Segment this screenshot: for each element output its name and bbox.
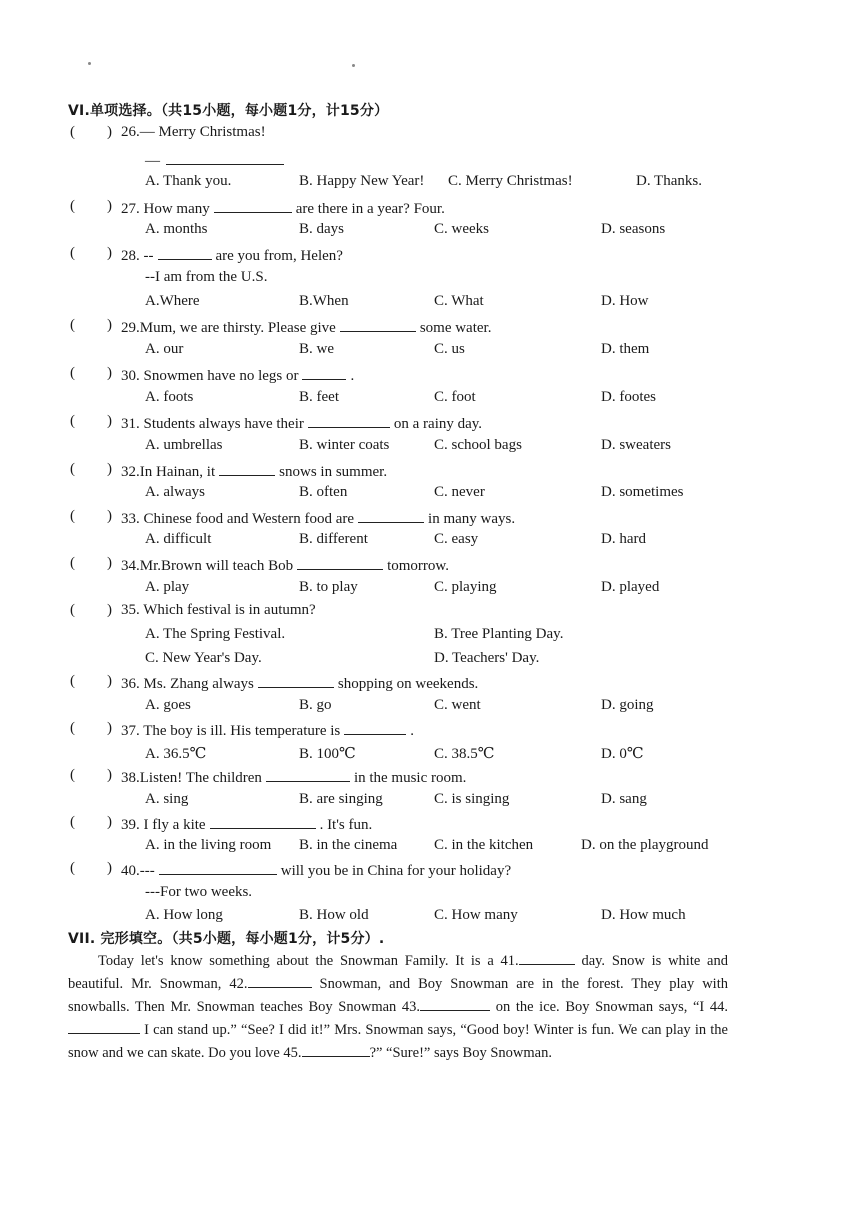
option-d[interactable]: D. Thanks. bbox=[636, 173, 702, 189]
option-a[interactable]: A. in the living room bbox=[145, 837, 272, 853]
question-text: some water. bbox=[419, 320, 492, 336]
question-text: 32.In Hainan, it bbox=[121, 464, 216, 480]
question-text: 40.--- bbox=[121, 863, 155, 879]
question-text: 33. Chinese food and Western food are bbox=[121, 511, 355, 527]
reply-text bbox=[145, 884, 252, 901]
answer-box-33[interactable] bbox=[78, 508, 104, 526]
option-c[interactable]: C. playing bbox=[434, 579, 497, 595]
option-b[interactable]: B. different bbox=[299, 531, 368, 547]
option-b[interactable]: B. to play bbox=[299, 579, 358, 595]
option-b[interactable]: B. often bbox=[299, 484, 348, 500]
question-stem bbox=[121, 860, 511, 880]
option-b[interactable]: B. are singing bbox=[299, 791, 383, 807]
question-text: 34.Mr.Brown will teach Bob bbox=[121, 558, 294, 574]
answer-paren-open: ( bbox=[70, 555, 75, 571]
question-stem bbox=[121, 673, 478, 693]
answer-blank[interactable] bbox=[358, 508, 424, 523]
question-text: in the music room. bbox=[353, 770, 467, 786]
question-text: snows in summer. bbox=[279, 464, 388, 480]
question-text: 28. -- bbox=[121, 248, 154, 264]
answer-blank[interactable] bbox=[302, 365, 346, 380]
answer-blank[interactable] bbox=[266, 767, 350, 782]
answer-box-32[interactable] bbox=[78, 461, 104, 479]
question-stem bbox=[121, 508, 515, 528]
option-d[interactable]: D. 0℃ bbox=[601, 746, 644, 762]
option-d[interactable]: D. hard bbox=[601, 531, 646, 547]
answer-paren-close: ) bbox=[107, 461, 112, 477]
question-text: 36. Ms. Zhang always bbox=[121, 676, 254, 692]
answer-blank[interactable] bbox=[159, 860, 277, 875]
question-text: in many ways. bbox=[428, 511, 516, 527]
option-b[interactable]: B. winter coats bbox=[299, 437, 390, 453]
option-a[interactable]: A. sing bbox=[145, 791, 189, 807]
option-d[interactable]: D. played bbox=[601, 579, 660, 595]
answer-paren-open: ( bbox=[70, 124, 75, 140]
question-stem bbox=[121, 413, 482, 433]
question-stem bbox=[121, 602, 316, 619]
answer-paren-close: ) bbox=[107, 317, 112, 333]
option-a[interactable]: A. umbrellas bbox=[145, 437, 223, 453]
question-text: will you be in China for your holiday? bbox=[280, 863, 512, 879]
answer-box-40[interactable] bbox=[78, 860, 104, 878]
reply-text-content: ---For two weeks. bbox=[145, 884, 253, 900]
option-d[interactable]: D. Teachers' Day. bbox=[434, 650, 540, 666]
passage-text: day. Snow is white and beautiful. Mr. Snowman, 42. bbox=[68, 953, 728, 992]
question-stem bbox=[121, 124, 266, 141]
answer-paren-open: ( bbox=[70, 365, 75, 381]
question-text: . bbox=[350, 368, 355, 384]
answer-box-31[interactable] bbox=[78, 413, 104, 431]
answer-box-26[interactable] bbox=[78, 124, 104, 142]
option-b[interactable]: B. go bbox=[299, 697, 332, 713]
answer-paren-close: ) bbox=[107, 767, 112, 783]
answer-paren-open: ( bbox=[70, 198, 75, 214]
answer-blank[interactable] bbox=[297, 555, 383, 570]
question-text: . bbox=[410, 723, 415, 739]
option-a[interactable]: A. months bbox=[145, 221, 208, 237]
option-d[interactable]: D. seasons bbox=[601, 221, 666, 237]
question-text: shopping on weekends. bbox=[337, 676, 479, 692]
option-b[interactable]: B. we bbox=[299, 341, 334, 357]
option-d[interactable]: D. on the playground bbox=[581, 837, 709, 853]
answer-paren-open: ( bbox=[70, 860, 75, 876]
option-c[interactable]: C. 38.5℃ bbox=[434, 746, 495, 762]
cloze-paragraph bbox=[68, 950, 728, 1065]
answer-blank[interactable] bbox=[214, 198, 292, 213]
option-c[interactable]: C. us bbox=[434, 341, 465, 357]
passage-text: on the ice. Boy Snowman says, “I 44. bbox=[490, 999, 728, 1015]
option-a[interactable]: A. 36.5℃ bbox=[145, 746, 207, 762]
answer-paren-close: ) bbox=[107, 413, 112, 429]
answer-blank[interactable] bbox=[344, 720, 406, 735]
option-c[interactable]: C. easy bbox=[434, 531, 479, 547]
option-a[interactable]: A. How long bbox=[145, 907, 223, 923]
answer-box-38[interactable] bbox=[78, 767, 104, 785]
question-text: 39. I fly a kite bbox=[121, 817, 206, 833]
answer-paren-close: ) bbox=[107, 555, 112, 571]
option-c[interactable]: C. What bbox=[434, 293, 484, 309]
answer-box-29[interactable] bbox=[78, 317, 104, 335]
answer-paren-open: ( bbox=[70, 508, 75, 524]
question-text: 38.Listen! The children bbox=[121, 770, 262, 786]
option-c[interactable]: C. Merry Christmas! bbox=[448, 173, 573, 189]
question-text: 29.Mum, we are thirsty. Please give bbox=[121, 320, 336, 336]
answer-paren-close: ) bbox=[107, 602, 112, 618]
question-text: 30. Snowmen have no legs or bbox=[121, 368, 299, 384]
answer-paren-open: ( bbox=[70, 317, 75, 333]
reply-text-content: --I am from the U.S. bbox=[145, 269, 268, 285]
answer-blank[interactable] bbox=[258, 673, 334, 688]
answer-paren-close: ) bbox=[107, 673, 112, 689]
answer-blank[interactable] bbox=[158, 245, 212, 260]
question-stem bbox=[121, 198, 445, 218]
blank-42[interactable] bbox=[248, 973, 312, 988]
section-title-vi: VI.单项选择。（共15小题，每小题1分，计15分） bbox=[68, 103, 389, 119]
option-d[interactable]: D. How bbox=[601, 293, 649, 309]
answer-box-37[interactable] bbox=[78, 720, 104, 738]
answer-box-39[interactable] bbox=[78, 814, 104, 832]
question-stem bbox=[121, 814, 372, 834]
answer-paren-close: ) bbox=[107, 365, 112, 381]
option-c[interactable]: C. went bbox=[434, 697, 481, 713]
blank-45[interactable] bbox=[302, 1042, 370, 1057]
answer-paren-open: ( bbox=[70, 767, 75, 783]
question-text: 31. Students always have their bbox=[121, 416, 304, 432]
option-a[interactable]: A. Thank you. bbox=[145, 173, 232, 189]
answer-paren-close: ) bbox=[107, 814, 112, 830]
answer-box-34[interactable] bbox=[78, 555, 104, 573]
answer-paren-close: ) bbox=[107, 720, 112, 736]
blank-44[interactable] bbox=[68, 1019, 140, 1034]
answer-box-27[interactable] bbox=[78, 198, 104, 216]
blank-41[interactable] bbox=[519, 950, 575, 965]
question-stem bbox=[121, 555, 449, 575]
option-a[interactable]: A. always bbox=[145, 484, 205, 500]
question-text: are you from, Helen? bbox=[215, 248, 343, 264]
option-a[interactable]: A.Where bbox=[145, 293, 200, 309]
answer-paren-close: ) bbox=[107, 245, 112, 261]
option-d[interactable]: D. them bbox=[601, 341, 650, 357]
answer-paren-close: ) bbox=[107, 124, 112, 140]
answer-blank[interactable] bbox=[308, 413, 390, 428]
reply-text-content: — bbox=[145, 153, 160, 169]
option-c[interactable]: C. How many bbox=[434, 907, 518, 923]
option-d[interactable]: D. How much bbox=[601, 907, 686, 923]
section-title-vii: VII. 完形填空。（共5小题，每小题1分，计5分）. bbox=[68, 931, 385, 947]
answer-paren-open: ( bbox=[70, 602, 75, 618]
option-d[interactable]: D. sometimes bbox=[601, 484, 684, 500]
answer-paren-open: ( bbox=[70, 461, 75, 477]
passage-text: ?” “Sure!” says Boy Snowman. bbox=[369, 1045, 552, 1061]
question-text: 27. How many bbox=[121, 201, 210, 217]
passage-text: Snowman, and Boy Snowman are in the forest. They play with snowballs. Then Mr. Snowman teaches Boy Snowman 43. bbox=[68, 976, 728, 1015]
option-a[interactable]: A. goes bbox=[145, 697, 191, 713]
option-c[interactable]: C. in the kitchen bbox=[434, 837, 534, 853]
answer-paren-open: ( bbox=[70, 413, 75, 429]
option-a[interactable]: A. play bbox=[145, 579, 190, 595]
option-b[interactable]: B. days bbox=[299, 221, 344, 237]
answer-blank[interactable] bbox=[340, 317, 416, 332]
passage-text: I can stand up.” “See? I did it!” Mrs. Snowman says, “Good boy! Winter is fun. We can play in the snow and we can skate. Do you love 45. bbox=[68, 1022, 728, 1061]
cloze-passage bbox=[68, 950, 728, 1065]
option-a[interactable]: A. our bbox=[145, 341, 184, 357]
option-b[interactable]: B. 100℃ bbox=[299, 746, 356, 762]
option-c[interactable]: C. New Year's Day. bbox=[145, 650, 262, 666]
option-b[interactable]: B. How old bbox=[299, 907, 369, 923]
reply-text bbox=[145, 150, 284, 170]
option-b[interactable]: B.When bbox=[299, 293, 349, 309]
option-b[interactable]: B. Happy New Year! bbox=[299, 173, 425, 189]
question-stem bbox=[121, 365, 354, 385]
question-stem bbox=[121, 317, 491, 337]
answer-blank[interactable] bbox=[210, 814, 316, 829]
question-text: on a rainy day. bbox=[393, 416, 483, 432]
answer-blank[interactable] bbox=[219, 461, 275, 476]
question-stem bbox=[121, 461, 387, 481]
answer-paren-open: ( bbox=[70, 673, 75, 689]
reply-blank[interactable] bbox=[166, 150, 284, 165]
option-c[interactable]: C. is singing bbox=[434, 791, 510, 807]
option-d[interactable]: D. sang bbox=[601, 791, 647, 807]
question-text: 37. The boy is ill. His temperature is bbox=[121, 723, 341, 739]
scan-speck bbox=[352, 64, 355, 67]
answer-paren-close: ) bbox=[107, 198, 112, 214]
answer-box-30[interactable] bbox=[78, 365, 104, 383]
question-stem bbox=[121, 767, 466, 787]
option-c[interactable]: C. weeks bbox=[434, 221, 489, 237]
question-text: 35. Which festival is in autumn? bbox=[121, 602, 316, 618]
option-a[interactable]: A. The Spring Festival. bbox=[145, 626, 286, 642]
reply-text bbox=[145, 269, 267, 286]
answer-paren-open: ( bbox=[70, 814, 75, 830]
question-text: 26.— Merry Christmas! bbox=[121, 124, 266, 140]
blank-43[interactable] bbox=[420, 996, 490, 1011]
question-text: are there in a year? Four. bbox=[295, 201, 445, 217]
question-text: . It's fun. bbox=[319, 817, 373, 833]
question-text: tomorrow. bbox=[387, 558, 450, 574]
option-d[interactable]: D. going bbox=[601, 697, 654, 713]
option-c[interactable]: C. never bbox=[434, 484, 485, 500]
answer-paren-open: ( bbox=[70, 720, 75, 736]
option-b[interactable]: B. Tree Planting Day. bbox=[434, 626, 564, 642]
option-b[interactable]: B. in the cinema bbox=[299, 837, 398, 853]
option-c[interactable]: C. foot bbox=[434, 389, 476, 405]
question-stem bbox=[121, 720, 414, 740]
answer-paren-open: ( bbox=[70, 245, 75, 261]
question-stem bbox=[121, 245, 343, 265]
option-a[interactable]: A. difficult bbox=[145, 531, 212, 547]
answer-paren-close: ) bbox=[107, 508, 112, 524]
answer-box-36[interactable] bbox=[78, 673, 104, 691]
option-b[interactable]: B. feet bbox=[299, 389, 339, 405]
answer-box-28[interactable] bbox=[78, 245, 104, 263]
option-a[interactable]: A. foots bbox=[145, 389, 194, 405]
option-d[interactable]: D. footes bbox=[601, 389, 656, 405]
answer-paren-close: ) bbox=[107, 860, 112, 876]
answer-box-35[interactable] bbox=[78, 602, 104, 620]
passage-text: Today let's know something about the Snowman Family. It is a 41. bbox=[98, 953, 519, 969]
option-c[interactable]: C. school bags bbox=[434, 437, 522, 453]
scan-speck bbox=[88, 62, 91, 65]
option-d[interactable]: D. sweaters bbox=[601, 437, 671, 453]
